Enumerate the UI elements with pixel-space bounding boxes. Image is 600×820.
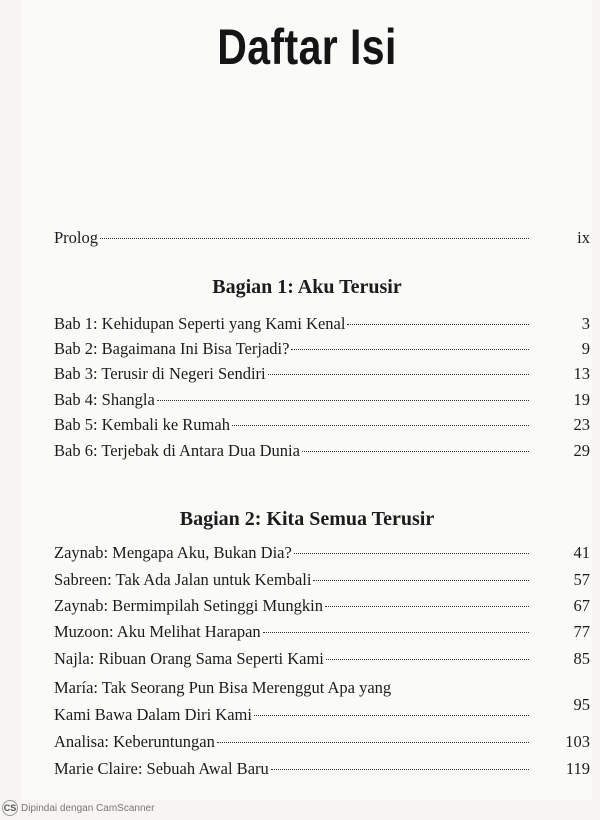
toc-entry-page: 57 xyxy=(573,570,590,589)
toc-entry xyxy=(54,441,594,465)
section-heading-part-1: Bagian 1: Aku Terusir xyxy=(212,276,402,298)
toc-entry-page: 85 xyxy=(573,649,590,668)
toc-entry-page: 67 xyxy=(573,596,590,615)
toc-entry-label: Zaynab: Bermimpilah Setinggi Mungkin xyxy=(54,596,324,615)
toc-entry-label: Marie Claire: Sebuah Awal Baru xyxy=(54,759,269,778)
toc-entry-label: Najla: Ribuan Orang Sama Seperti Kami xyxy=(54,649,324,668)
leader-dots xyxy=(313,580,529,581)
scanner-footer xyxy=(0,800,154,816)
toc-entry-label: Zaynab: Mengapa Aku, Bukan Dia? xyxy=(54,543,292,562)
leader-dots xyxy=(232,425,529,426)
toc-entry-label-line-2: Kami Bawa Dalam Diri Kami xyxy=(54,705,252,724)
leader-dots xyxy=(157,400,529,401)
toc-entry xyxy=(54,622,594,646)
toc-entry xyxy=(54,570,594,594)
toc-entry xyxy=(54,649,594,673)
toc-entry-page: 13 xyxy=(573,364,590,383)
toc-entry-page: 119 xyxy=(565,759,590,778)
toc-entry-page: 9 xyxy=(581,339,590,358)
toc-entry-multiline xyxy=(54,678,594,698)
toc-entry-page: 3 xyxy=(581,314,590,333)
toc-entry-page: 103 xyxy=(565,732,590,751)
leader-dots xyxy=(271,769,529,770)
leader-dots xyxy=(291,349,529,350)
toc-entry-page: ix xyxy=(577,228,590,247)
toc-entry-page: 23 xyxy=(573,415,590,434)
toc-entry xyxy=(54,390,594,414)
toc-entry-page: 29 xyxy=(573,441,590,460)
toc-entry-page: 41 xyxy=(573,543,590,562)
toc-entry-label-line-1: María: Tak Seorang Pun Bisa Merenggut Apa yang xyxy=(54,678,392,697)
toc-entry xyxy=(54,364,594,388)
toc-entry-label: Muzoon: Aku Melihat Harapan xyxy=(54,622,261,641)
toc-entry xyxy=(54,732,594,756)
camscanner-logo: CS xyxy=(2,800,18,816)
toc-entry-label: Bab 3: Terusir di Negeri Sendiri xyxy=(54,364,266,383)
book-page xyxy=(22,0,592,800)
toc-entry xyxy=(54,415,594,439)
leader-dots xyxy=(254,715,529,716)
toc-entry-label: Bab 2: Bagaimana Ini Bisa Terjadi? xyxy=(54,339,290,358)
toc-entry xyxy=(54,339,594,363)
leader-dots xyxy=(326,659,529,660)
toc-entry xyxy=(54,695,594,729)
toc-entry-label: Analisa: Keberuntungan xyxy=(54,732,215,751)
toc-entry xyxy=(54,759,594,783)
toc-entry-label: Bab 4: Shangla xyxy=(54,390,155,409)
toc-entry-page: 19 xyxy=(573,390,590,409)
toc-entry-page: 95 xyxy=(573,695,590,714)
leader-dots xyxy=(100,238,529,239)
leader-dots xyxy=(263,632,529,633)
toc-entry-label: Sabreen: Tak Ada Jalan untuk Kembali xyxy=(54,570,312,589)
leader-dots xyxy=(302,451,529,452)
toc-entry-label: Prolog xyxy=(54,228,99,247)
toc-entry xyxy=(54,543,594,567)
section-heading-part-2: Bagian 2: Kita Semua Terusir xyxy=(179,508,435,530)
toc-entry xyxy=(54,596,594,620)
page-title: Daftar Isi xyxy=(217,19,397,75)
toc-entry-label: Bab 1: Kehidupan Seperti yang Kami Kenal xyxy=(54,314,346,333)
toc-entry xyxy=(54,314,594,338)
toc-entry-label: Bab 5: Kembali ke Rumah xyxy=(54,415,230,434)
scanner-watermark-text: Dipindai dengan CamScanner xyxy=(21,803,155,814)
leader-dots xyxy=(347,324,529,325)
leader-dots xyxy=(325,606,529,607)
leader-dots xyxy=(294,553,529,554)
leader-dots xyxy=(268,374,529,375)
toc-entry-page: 77 xyxy=(573,622,590,641)
leader-dots xyxy=(217,742,529,743)
toc-entry-prolog xyxy=(54,228,594,252)
toc-entry-label: Bab 6: Terjebak di Antara Dua Dunia xyxy=(54,441,300,460)
